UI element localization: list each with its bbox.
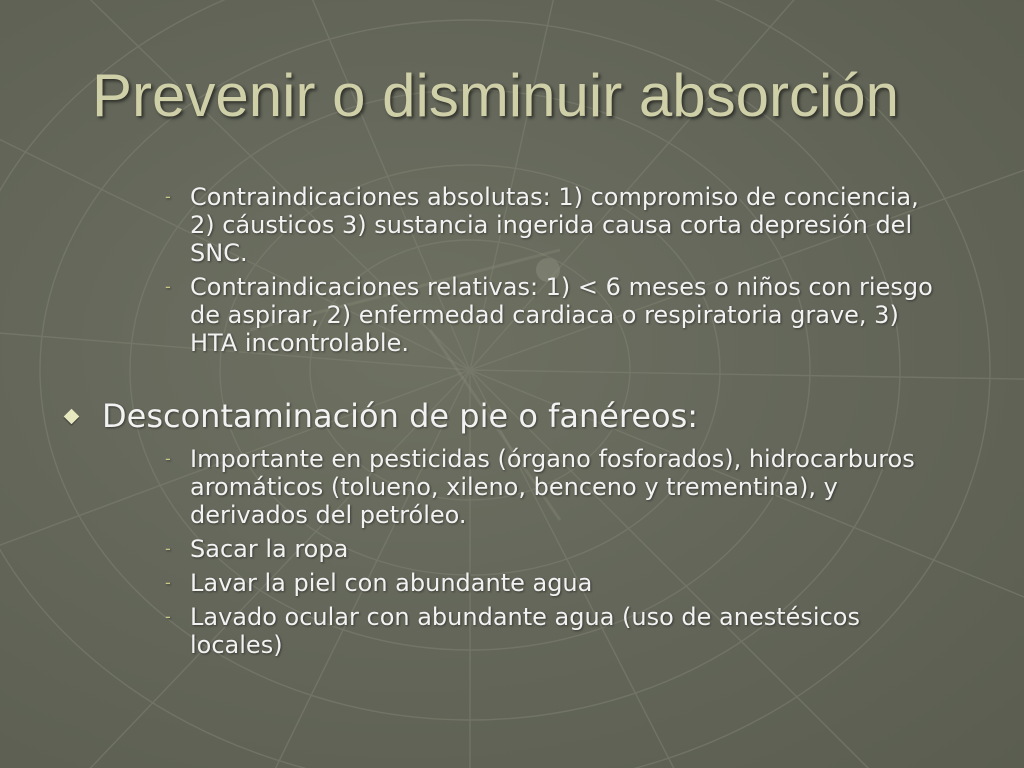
contraindications-list (0, 183, 1024, 357)
dash-bullet-icon: - (165, 277, 171, 296)
list-item-text: Contraindicaciones relativas: 1) < 6 meses o niños con riesgo de aspirar, 2) enfermedad cardiaca o respiratoria grave, 3) HTA incontrolable. (190, 273, 933, 357)
list-item-text: Lavar la piel con abundante agua (190, 569, 593, 597)
dash-bullet-icon: - (165, 187, 171, 206)
list-item-text: Contraindicaciones absolutas: 1) compromiso de conciencia, 2) cáusticos 3) sustancia ingerida causa corta depresión del SNC. (190, 183, 919, 267)
slide-title: Prevenir o disminuir absorción (92, 62, 900, 129)
list-item-text: Sacar la ropa (190, 535, 349, 563)
list-item (165, 445, 950, 529)
decontamination-list (0, 445, 1024, 659)
dash-bullet-icon: - (165, 607, 171, 626)
list-item (165, 535, 950, 563)
dash-bullet-icon: - (165, 449, 171, 468)
dash-bullet-icon: - (165, 539, 171, 558)
diamond-bullet-icon (64, 409, 80, 425)
section-heading (102, 397, 1024, 435)
dash-bullet-icon: - (165, 573, 171, 592)
list-item (165, 183, 950, 267)
slide-body (0, 183, 1024, 665)
list-item-text: Importante en pesticidas (órgano fosforados), hidrocarburos aromáticos (tolueno, xileno, benceno y trementina), y derivados del petróleo. (190, 445, 915, 529)
list-item (165, 273, 950, 357)
list-item-text: Lavado ocular con abundante agua (uso de anestésicos locales) (190, 603, 860, 659)
list-item (165, 603, 950, 659)
section-heading-text: Descontaminación de pie o fanéreos: (102, 397, 699, 435)
list-item (165, 569, 950, 597)
